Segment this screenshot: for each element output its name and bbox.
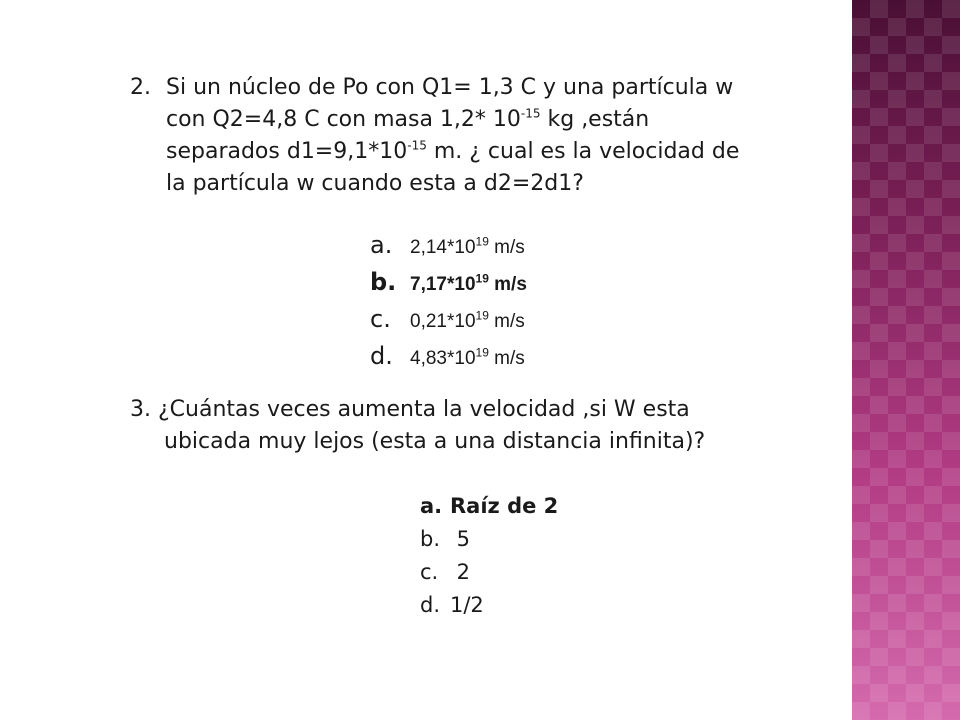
q2-line3-exponent: -15 <box>407 138 427 153</box>
question-2-line-4: la partícula w cuando esta a d2=2d1? <box>166 171 584 196</box>
question-3-line-1 <box>130 394 830 426</box>
question-3 <box>130 394 830 458</box>
q2-option-a-unit: m/s <box>488 237 525 258</box>
question-2-options <box>370 228 527 376</box>
question-3-line-1-text: ¿Cuántas veces aumenta la velocidad ,si W esta <box>158 397 690 422</box>
q2-line2-exponent: -15 <box>520 106 541 121</box>
question-3-line-2: ubicada muy lejos (esta a una distancia infinita)? <box>164 429 706 454</box>
q2-option-b-unit: m/s <box>488 274 527 295</box>
q2-option-b[interactable] <box>370 265 527 302</box>
q3-option-a[interactable] <box>420 490 558 523</box>
q2-option-d-letter: d. <box>370 342 393 370</box>
q3-option-d[interactable] <box>420 589 558 622</box>
question-2 <box>130 72 830 200</box>
q2-line3-post: m. ¿ cual es la velocidad de <box>426 139 740 164</box>
q2-option-a[interactable] <box>370 228 527 265</box>
q3-option-c-text: 2 <box>450 560 471 584</box>
q2-option-c-unit: m/s <box>488 311 525 332</box>
q2-option-a-base: 2,14*10 <box>410 237 476 258</box>
q2-option-a-exp: 19 <box>475 234 489 249</box>
question-2-text <box>166 72 830 200</box>
q2-option-a-letter: a. <box>370 231 393 259</box>
q3-option-d-letter: d. <box>420 593 441 617</box>
question-3-number: 3. <box>130 397 151 422</box>
q3-option-b-text: 5 <box>450 527 471 551</box>
q3-option-a-letter: a. <box>420 494 443 518</box>
q2-option-c-letter: c. <box>370 305 391 333</box>
q2-option-d[interactable] <box>370 339 527 376</box>
question-2-line-1: Si un núcleo de Po con Q1= 1,3 C y una partícula w <box>166 75 734 100</box>
q2-option-d-base: 4,83*10 <box>410 348 476 369</box>
q2-option-d-unit: m/s <box>488 348 525 369</box>
question-2-number: 2. <box>130 75 151 100</box>
q2-option-b-base: 7,17*10 <box>410 274 476 295</box>
q2-option-d-exp: 19 <box>475 345 489 360</box>
q3-option-c[interactable] <box>420 556 558 589</box>
q3-option-a-text: Raíz de 2 <box>450 494 559 518</box>
q2-option-c-exp: 19 <box>475 308 489 323</box>
q3-option-c-letter: c. <box>420 560 439 584</box>
question-2-line-3 <box>166 136 830 168</box>
q2-option-b-letter: b. <box>370 268 397 296</box>
q2-option-c[interactable] <box>370 302 527 339</box>
q3-option-d-text: 1/2 <box>450 593 484 617</box>
q2-line2-post: kg ,están <box>540 107 650 132</box>
question-2-line-2 <box>166 104 830 136</box>
q2-line3-pre: separados d1=9,1*10 <box>166 139 408 164</box>
decorative-sidebar <box>852 0 960 720</box>
q2-option-c-base: 0,21*10 <box>410 311 476 332</box>
q2-option-b-exp: 19 <box>475 271 489 286</box>
q2-line2-pre: con Q2=4,8 C con masa 1,2* 10 <box>166 107 521 132</box>
question-3-options <box>420 490 558 622</box>
q3-option-b-letter: b. <box>420 527 441 551</box>
q3-option-b[interactable] <box>420 523 558 556</box>
